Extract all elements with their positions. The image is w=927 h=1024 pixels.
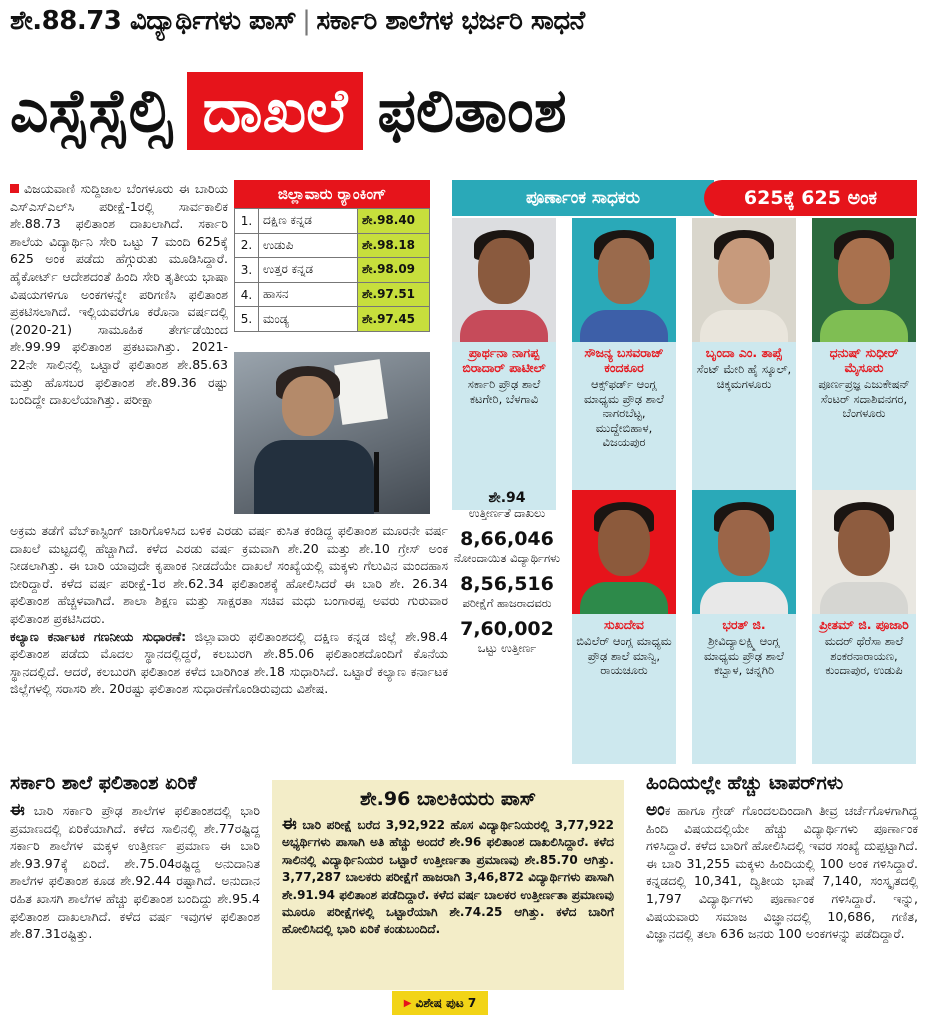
topper-photo [692, 218, 796, 342]
topper-photo [812, 490, 916, 614]
story-wide-para1: ಅಕ್ರಮ ತಡೆಗೆ ವೆಬ್‌ಕಾಸ್ಟಿಂಗ್ ಜಾರಿಗೊಳಿಸಿದ ಬಳಿಕ ಎರಡು ವರ್ಷ ಕುಸಿತ ಕಂಡಿದ್ದ ಫಲಿತಾಂಶ ಮೂರನೇ ವರ್ಷ ದಾಖಲೆ ಮಟ್ಟದಲ್ಲಿ ಹೆಚ್ಚಾಗಿದೆ. ಕಳೆದ ಎರಡು ವರ್ಷ ಕ್ರಮವಾಗಿ ಶೇ.20 ಮತ್ತು ಶೇ.10 ಗ್ರೇಸ್ ಅಂಕ ನೀಡಲಾಗಿತ್ತು. ಈ ಬಾರಿ ಯಾವುದೇ ಕೃಪಾಂಕ ನೀಡದೆಯೇ ದಾಖಲೆ ಸಂಖ್ಯೆಯಲ್ಲಿ ಮಕ್ಕಳು ಗೆಲುವಿನ ಮಂದಹಾಸ ಬೀರಿದ್ದಾರೆ. ಕಳೆದ ವರ್ಷ ಪರೀಕ್ಷೆ-1ರ ಶೇ.62.34 ಫಲಿತಾಂಶಕ್ಕೆ ಹೋಲಿಸಿದರೆ ಈ ಬಾರಿ ಶೇ. 26.34 ಫಲಿತಾಂಶ ಹೆಚ್ಚಳವಾಗಿದೆ. ಶಾಲಾ ಶಿಕ್ಷಣ ಮತ್ತು ಸಾಕ್ಷರತಾ ಸಚಿವ ಮಧು ಬಂಗಾರಪ್ಪ ಅವರು ಗುರುವಾರ ಫಲಿತಾಂಶ ಪ್ರಕಟಿಸಿದರು. [10, 523, 448, 626]
topper-name: ಸೌಜನ್ಯ ಬಸವರಾಜ್ ಕಂದಕೂರ [584, 345, 664, 375]
headline-part3: ಫಲಿತಾಂಶ [377, 76, 567, 146]
story-wide-para2-text: ಜಿಲ್ಲಾವಾರು ಫಲಿತಾಂಶದಲ್ಲಿ ದಕ್ಷಿಣ ಕನ್ನಡ ಜಿಲ್ಲೆ ಶೇ.98.4 ಫಲಿತಾಂಶ ಪಡೆದು ಮೊದಲ ಸ್ಥಾನದಲ್ಲಿದ್ದರೆ, ಕಲಬುರಗಿ ಶೇ.85.06 ಫಲಿತಾಂಶದೊಂದಿಗೆ ಕೊನೆಯ ಸ್ಥಾನದಲ್ಲಿದೆ. ಆದರೆ, ಕಲಬುರಗಿ ಫಲಿತಾಂಶ ಕಳೆದ ಬಾರಿಗಿಂತ ಶೇ.18 ಸುಧಾರಿಸಿದೆ. ಒಟ್ಟಾರೆ ಕಲ್ಯಾಣ ಕರ್ನಾಟಕ ಜಿಲ್ಲೆಗಳಲ್ಲಿ ಸರಾಸರಿ ಶೇ. 20ರಷ್ಟು ಫಲಿತಾಂಶ ಸುಧಾರಣೆಗೊಂಡಿರುವುದು ವಿಶೇಷ. [10, 628, 448, 697]
girls-pass-body: ಬಾರಿ ಪರೀಕ್ಷೆ ಬರೆದ 3,92,922 ಹೊಸ ವಿದ್ಯಾರ್ಥಿನಿಯರಲ್ಲಿ 3,77,922 ಅಭ್ಯರ್ಥಿಗಳು ಪಾಸಾಗಿ ಅತಿ ಹೆಚ್ಚು ಅಂದರೆ ಶೇ.96 ಫಲಿತಾಂಶ ದಾಖಲಿಸಿದ್ದಾರೆ. ಕಳೆದ ಸಾಲಿನಲ್ಲಿ ವಿದ್ಯಾರ್ಥಿನಿಯರ ಒಟ್ಟಾರೆ ಉತ್ತೀರ್ಣತಾ ಪ್ರಮಾಣವು ಶೇ.85.70 ಆಗಿತ್ತು. 3,77,287 ಬಾಲಕರು ಪರೀಕ್ಷೆಗೆ ಹಾಜರಾಗಿ 3,46,872 ವಿದ್ಯಾರ್ಥಿಗಳು ಪಾಸಾಗಿ ಶೇ.91.94 ಫಲಿತಾಂಶ ಪಡೆದಿದ್ದಾರೆ. ಕಳೆದ ವರ್ಷ ಬಾಲಕರ ಉತ್ತೀರ್ಣತಾ ಪ್ರಮಾಣವು ಮೂರೂ ಪರೀಕ್ಷೆಗಳಲ್ಲಿ ಒಟ್ಟಾರೆಯಾಗಿ ಶೇ.74.25 ಆಗಿತ್ತು. ಕಳೆದ ಬಾರಿಗೆ ಹೋಲಿಸಿದಲ್ಲಿ ಭಾರಿ ಏರಿಕೆ ಕಂಡುಬಂದಿದೆ. [282, 818, 614, 937]
topper-name: ಪ್ರೀತಮ್ ಜಿ. ಪೂಜಾರಿ [819, 617, 909, 632]
kicker-right: ಸರ್ಕಾರಿ ಶಾಲೆಗಳ ಭರ್ಜರಿ ಸಾಧನೆ [316, 6, 585, 36]
district-cell: ಉಡುಪಿ [259, 233, 358, 258]
appeared-label: ಪರೀಕ್ಷೆಗೆ ಹಾಜರಾದವರು [462, 596, 552, 610]
girls-pass-box [272, 780, 624, 990]
district-cell: ಮಂಡ್ಯ [259, 307, 358, 332]
topper-school: ಆಕ್ಸ್‌ಫರ್ಡ್ ಆಂಗ್ಲ ಮಾಧ್ಯಮ ಪ್ರೌಢ ಶಾಲೆ ನಾಗರಬೆಟ್ಟ, ಮುದ್ದೇಬಿಹಾಳ, ವಿಜಯಪುರ [583, 377, 664, 449]
hindi-head: ಹಿಂದಿಯಲ್ಲೇ ಹೆಚ್ಚು ಟಾಪರ್‌ಗಳು [646, 772, 844, 794]
hindi-body: ಕ ಹಾಗೂ ಗ್ರೇಡ್ ಗೊಂದಲದಿಂದಾಗಿ ತೀವ್ರ ಚರ್ಚೆಗೊಳಗಾಗಿದ್ದ ಹಿಂದಿ ವಿಷಯದಲ್ಲಿಯೇ ಹೆಚ್ಚು ವಿದ್ಯಾರ್ಥಿಗಳು ಪೂರ್ಣಾಂಕ ಗಳಿಸಿದ್ದಾರೆ. ಕಳೆದ ಬಾರಿಗೆ ಹೋಲಿಸಿದಲ್ಲಿ ಇವರ ಸಂಖ್ಯೆ ದುಪ್ಪಟ್ಟಾಗಿದೆ. ಈ ಬಾರಿ 31,255 ಮಕ್ಕಳು ಹಿಂದಿಯಲ್ಲಿ 100 ಅಂಕ ಗಳಿಸಿದ್ದಾರೆ. ಕನ್ನಡದಲ್ಲಿ 10,341, ದ್ವಿತೀಯ ಭಾಷೆ 7,140, ಸಂಸ್ಕೃತದಲ್ಲಿ 1,797 ವಿದ್ಯಾರ್ಥಿಗಳು ಪೂರ್ಣಾಂಕ ಗಳಿಸಿದ್ದಾರೆ. ಇನ್ನು, ವಿಷಯವಾರು ಸಮಾಜ ವಿಜ್ಞಾನದಲ್ಲಿ 10,686, ಗಣಿತ, ವಿಜ್ಞಾನದಲ್ಲಿ ತಲಾ 636 ಜನರು 100 ಅಂಕಗಳನ್ನು ಪಡೆದಿದ್ದಾರೆ. [646, 803, 918, 942]
dropcap: ಈ [10, 800, 25, 820]
stats-column [452, 490, 562, 662]
ranking-title: ಜಿಲ್ಲಾವಾರು ರ‍್ಯಾಂಕಿಂಗ್ [234, 180, 430, 208]
topper-school: ಸೆಂಟ್ ಮೇರಿ ಹೈ ಸ್ಕೂಲ್, ಚಿಕ್ಕಮಗಳೂರು [696, 362, 792, 391]
toppers-title: ಪೂರ್ಣಾಂಕ ಸಾಧಕರು [452, 180, 714, 216]
topper-card [572, 490, 676, 764]
headline [10, 56, 917, 166]
story-subhead: ಕಲ್ಯಾಣ ಕರ್ನಾಟಕ ಗಣನೀಯ ಸುಧಾರಣೆ: [10, 628, 187, 644]
topper-school: ಶ್ರೀವಿದ್ಯಾಲಕ್ಷ್ಮಿ ಆಂಗ್ಲ ಮಾಧ್ಯಮ ಪ್ರೌಢ ಶಾಲೆ ಕಬ್ಬಾಳ, ಚನ್ನಗಿರಿ [703, 634, 784, 677]
topper-photo [572, 490, 676, 614]
topper-name: ಸುಖದೇವ [604, 617, 644, 632]
dropcap: ಈ [282, 814, 297, 834]
topper-card [572, 218, 676, 510]
topper-school: ಪೂರ್ಣಪ್ರಜ್ಞ ಎಜುಕೇಷನ್ ಸೆಂಟರ್ ಸದಾಶಿವನಗರ, ಬೆಂಗಳೂರು [818, 377, 910, 420]
table-row [235, 258, 430, 283]
rank-cell: 5. [235, 307, 259, 332]
topper-school: ಮದರ್ ಥೆರೆಸಾ ಶಾಲೆ ಶಂಕರನಾರಾಯಣ, ಕುಂದಾಪುರ, ಉಡುಪಿ [824, 634, 904, 677]
govt-schools-text [10, 802, 260, 943]
bullet-icon [10, 184, 19, 193]
topper-card [812, 218, 916, 510]
district-cell: ದಕ್ಷಿಣ ಕನ್ನಡ [259, 209, 358, 234]
table-row [235, 307, 430, 332]
ranking-table [234, 208, 430, 332]
value-cell: ಶೇ.97.45 [358, 307, 430, 332]
topper-name: ಧನುಷ್ ಸುಧೀರ್ ಮೈಸೂರು [829, 345, 899, 375]
rank-cell: 1. [235, 209, 259, 234]
topper-school: ಬಿವಿಲೆರ್ ಆಂಗ್ಲ ಮಾಧ್ಯಮ ಪ್ರೌಢ ಶಾಲೆ ಮಾನ್ವಿ, ರಾಯಚೂರು [576, 634, 672, 677]
govt-schools-body: ಬಾರಿ ಸರ್ಕಾರಿ ಪ್ರೌಢ ಶಾಲೆಗಳ ಫಲಿತಾಂಶದಲ್ಲಿ ಭಾರಿ ಪ್ರಮಾಣದಲ್ಲಿ ಏರಿಕೆಯಾಗಿದೆ. ಕಳೆದ ಸಾಲಿನಲ್ಲಿ ಶೇ.77ರಷ್ಟಿದ್ದ ಸರ್ಕಾರಿ ಶಾಲೆಗಳ ಮಕ್ಕಳ ಉತ್ತೀರ್ಣ ಪ್ರಮಾಣ ಈ ಬಾರಿ ಶೇ.93.97ಕ್ಕೆ ಏರಿದೆ. ಶೇ.75.04ರಷ್ಟಿದ್ದ ಅನುದಾನಿತ ಶಾಲೆಗಳ ಫಲಿತಾಂಶ ಕೂಡ ಶೇ.92.44 ರಷ್ಟಾಗಿದೆ. ಅನುದಾನ ರಹಿತ ಖಾಸಗಿ ಶಾಲೆಗಳ ಹೆಚ್ಚು ಫಲಿತಾಂಶ ಬಂದಿದ್ದು ಶೇ.95.4 ಫಲಿತಾಂಶ ದಾಖಲಾಗಿದೆ. ಕಳೆದ ವರ್ಷ ಇವುಗಳ ಫಲಿತಾಂಶ ಶೇ.87.31ರಷ್ಟಿತ್ತು. [10, 803, 260, 942]
passed-value: 7,60,002 [460, 618, 554, 640]
passed-label: ಒಟ್ಟು ಉತ್ತೀರ್ಣ [477, 641, 537, 655]
toppers-header [452, 180, 917, 216]
kicker-separator: | [302, 6, 311, 36]
registered-label: ನೋಂದಾಯಿತ ವಿದ್ಯಾರ್ಥಿಗಳು [453, 551, 561, 565]
district-cell: ಉತ್ತರ ಕನ್ನಡ [259, 258, 358, 283]
kicker [10, 6, 917, 50]
story-narrow-text: ವಿಜಯವಾಣಿ ಸುದ್ದಿಜಾಲ ಬೆಂಗಳೂರು ಈ ಬಾರಿಯ ಎಸ್‌ಎಸ್‌ಎಲ್‌ಸಿ ಪರೀಕ್ಷೆ-1ರಲ್ಲಿ ಸಾರ್ವಕಾಲಿಕ ಶೇ.88.73 ಫಲಿತಾಂಶ ದಾಖಲಾಗಿದೆ. ಸರ್ಕಾರಿ ಶಾಲೆಯ ವಿದ್ಯಾರ್ಥಿನಿ ಸೇರಿ ಒಟ್ಟು 7 ಮಂದಿ 625ಕ್ಕೆ 625 ಅಂಕ ಪಡೆದು ಹೆಗ್ಗುರುತು ಮೂಡಿಸಿದ್ದಾರೆ. ಹೈಕೋರ್ಟ್ ಆದೇಶದಂತೆ ಹಿಂದಿ ಸೇರಿ ತೃತೀಯ ಭಾಷಾ ವಿಷಯಗಳಿಗೂ ಅಂಕಗಳನ್ನೇ ಪರಿಗಣಿಸಿ ಫಲಿತಾಂಶ ಪ್ರಕಟಿಸಲಾಗಿದೆ. ಇಲ್ಲಿಯವರೆಗೂ ಕರೊನಾ ವರ್ಷದಲ್ಲಿ (2020-21) ಸಾಮೂಹಿಕ ತೇರ್ಗಡೆಯಿಂದ ಶೇ.99.99 ಫಲಿತಾಂಶ ಪ್ರಕಟವಾಗಿತ್ತು. 2021-22ನೇ ಸಾಲಿನಲ್ಲಿ ಒಟ್ಟಾರೆ ಫಲಿತಾಂಶ ಶೇ.85.63 ಮತ್ತು ಹೊಸಬರ ಫಲಿತಾಂಶ ಶೇ.89.36 ರಷ್ಟು ಬಂದಿದ್ದೇ ದಾಖಲೆಯಾಗಿತ್ತು. ಪರೀಕ್ಷಾ [10, 181, 228, 408]
district-ranking [234, 180, 430, 332]
topper-photo [572, 218, 676, 342]
headline-part2: ದಾಖಲೆ [187, 72, 364, 150]
value-cell: ಶೇ.98.18 [358, 233, 430, 258]
topper-card [692, 490, 796, 764]
toppers-badge: 625ಕ್ಕೆ 625 ಅಂಕ [704, 180, 917, 216]
pass-rate-value: ಶೇ.94 [488, 490, 526, 506]
topper-photo [692, 490, 796, 614]
more-page-link[interactable] [392, 991, 488, 1015]
topper-name: ಪ್ರಾರ್ಥನಾ ನಾಗಪ್ಪ ಬಿರಾದಾರ್ ಪಾಟೀಲ್ [462, 345, 546, 375]
rank-cell: 2. [235, 233, 259, 258]
table-row [235, 209, 430, 234]
value-cell: ಶೇ.98.09 [358, 258, 430, 283]
district-cell: ಹಾಸನ [259, 282, 358, 307]
story-narrow-column [10, 180, 228, 409]
dropcap: ಅಂ [646, 800, 665, 820]
headline-part1: ಎಸ್ಸೆಸ್ಸೆಲ್ಸಿ [10, 76, 173, 146]
topper-card [812, 490, 916, 764]
play-arrow-icon: ▶ [403, 997, 412, 1009]
topper-photo [812, 218, 916, 342]
registered-value: 8,66,046 [460, 528, 554, 550]
topper-name: ಭರತ್ ಜಿ. [722, 617, 766, 632]
pass-rate-label: ಉತ್ತೀರ್ಣತೆ ದಾಖಲು [468, 506, 546, 520]
topper-name: ಬೃಂದಾ ಎಂ. ತಾಪ್ಸೆ [705, 345, 783, 360]
appeared-value: 8,56,516 [460, 573, 554, 595]
govt-schools-head: ಸರ್ಕಾರಿ ಶಾಲೆ ಫಲಿತಾಂಶ ಏರಿಕೆ [10, 772, 197, 794]
story-wide-column [10, 522, 448, 698]
table-row [235, 233, 430, 258]
topper-photo [452, 218, 556, 342]
rank-cell: 3. [235, 258, 259, 283]
rank-cell: 4. [235, 282, 259, 307]
value-cell: ಶೇ.98.40 [358, 209, 430, 234]
more-page-label: ವಿಶೇಷ ಪುಟ 7 [415, 995, 477, 1010]
story-wide-para2 [10, 628, 448, 698]
kicker-left: ಶೇ.88.73 ವಿದ್ಯಾರ್ಥಿಗಳು ಪಾಸ್ [10, 6, 297, 36]
hindi-text [646, 802, 918, 943]
table-row [235, 282, 430, 307]
girls-pass-head: ಶೇ.96 ಬಾಲಕಿಯರು ಪಾಸ್ [360, 788, 536, 810]
topper-card [692, 218, 796, 510]
value-cell: ಶೇ.97.51 [358, 282, 430, 307]
topper-school: ಸರ್ಕಾರಿ ಪ್ರೌಢ ಶಾಲೆ ಕಟಗೇರಿ, ಬೆಳಗಾವಿ [467, 377, 541, 406]
girls-pass-text [282, 816, 614, 939]
topper-card [452, 218, 556, 510]
minister-photo [234, 352, 430, 514]
